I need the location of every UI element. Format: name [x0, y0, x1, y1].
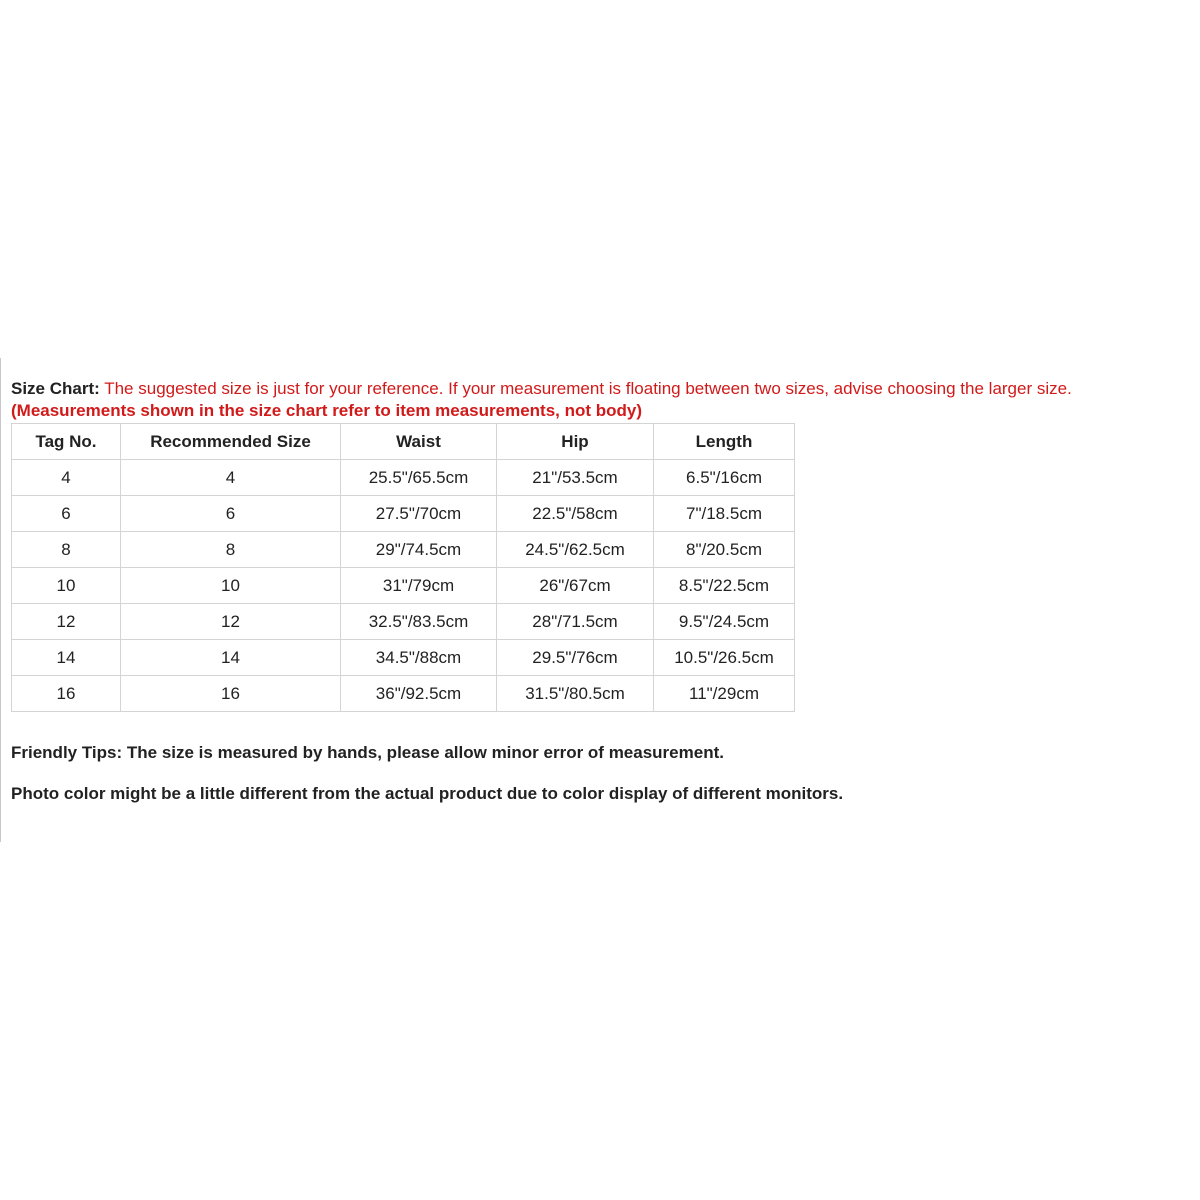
table-row — [12, 676, 795, 712]
hip-cell: 31.5"/80.5cm — [497, 676, 654, 712]
hip-cell: 28"/71.5cm — [497, 604, 654, 640]
table-row — [12, 496, 795, 532]
length-cell: 11"/29cm — [654, 676, 795, 712]
length-cell: 7"/18.5cm — [654, 496, 795, 532]
length-cell: 6.5"/16cm — [654, 460, 795, 496]
size-chart-section — [0, 358, 1196, 842]
column-header-recommended-size: Recommended Size — [121, 424, 341, 460]
hip-cell: 29.5"/76cm — [497, 640, 654, 676]
tag-no-cell: 12 — [12, 604, 121, 640]
recommended-size-cell: 16 — [121, 676, 341, 712]
hip-cell: 21"/53.5cm — [497, 460, 654, 496]
table-row — [12, 460, 795, 496]
size-chart-label: Size Chart: — [11, 379, 100, 398]
column-header-length: Length — [654, 424, 795, 460]
column-header-waist: Waist — [341, 424, 497, 460]
length-cell: 8"/20.5cm — [654, 532, 795, 568]
friendly-tips: Friendly Tips: The size is measured by hands, please allow minor error of measurement. — [11, 743, 724, 762]
hip-cell: 22.5"/58cm — [497, 496, 654, 532]
waist-cell: 29"/74.5cm — [341, 532, 497, 568]
recommended-size-cell: 8 — [121, 532, 341, 568]
table-row — [12, 640, 795, 676]
size-chart-intro — [11, 378, 1196, 422]
length-cell: 10.5"/26.5cm — [654, 640, 795, 676]
table-row — [12, 568, 795, 604]
table-header-row — [12, 424, 795, 460]
waist-cell: 25.5"/65.5cm — [341, 460, 497, 496]
table-row — [12, 532, 795, 568]
size-chart-note: The suggested size is just for your reference. If your measurement is floating between two sizes, advise choosing the larger size. — [104, 379, 1072, 398]
recommended-size-cell: 4 — [121, 460, 341, 496]
tag-no-cell: 14 — [12, 640, 121, 676]
length-cell: 8.5"/22.5cm — [654, 568, 795, 604]
measurement-note: (Measurements shown in the size chart refer to item measurements, not body) — [11, 401, 643, 420]
tag-no-cell: 8 — [12, 532, 121, 568]
table-row — [12, 604, 795, 640]
tag-no-cell: 4 — [12, 460, 121, 496]
length-cell: 9.5"/24.5cm — [654, 604, 795, 640]
recommended-size-cell: 14 — [121, 640, 341, 676]
waist-cell: 36"/92.5cm — [341, 676, 497, 712]
hip-cell: 26"/67cm — [497, 568, 654, 604]
recommended-size-cell: 10 — [121, 568, 341, 604]
tag-no-cell: 10 — [12, 568, 121, 604]
tag-no-cell: 6 — [12, 496, 121, 532]
hip-cell: 24.5"/62.5cm — [497, 532, 654, 568]
column-header-hip: Hip — [497, 424, 654, 460]
recommended-size-cell: 12 — [121, 604, 341, 640]
photo-color-note: Photo color might be a little different from the actual product due to color display of different monitors. — [11, 784, 844, 803]
waist-cell: 31"/79cm — [341, 568, 497, 604]
recommended-size-cell: 6 — [121, 496, 341, 532]
waist-cell: 32.5"/83.5cm — [341, 604, 497, 640]
tag-no-cell: 16 — [12, 676, 121, 712]
size-table — [11, 423, 795, 712]
waist-cell: 34.5"/88cm — [341, 640, 497, 676]
waist-cell: 27.5"/70cm — [341, 496, 497, 532]
column-header-tag-no: Tag No. — [12, 424, 121, 460]
